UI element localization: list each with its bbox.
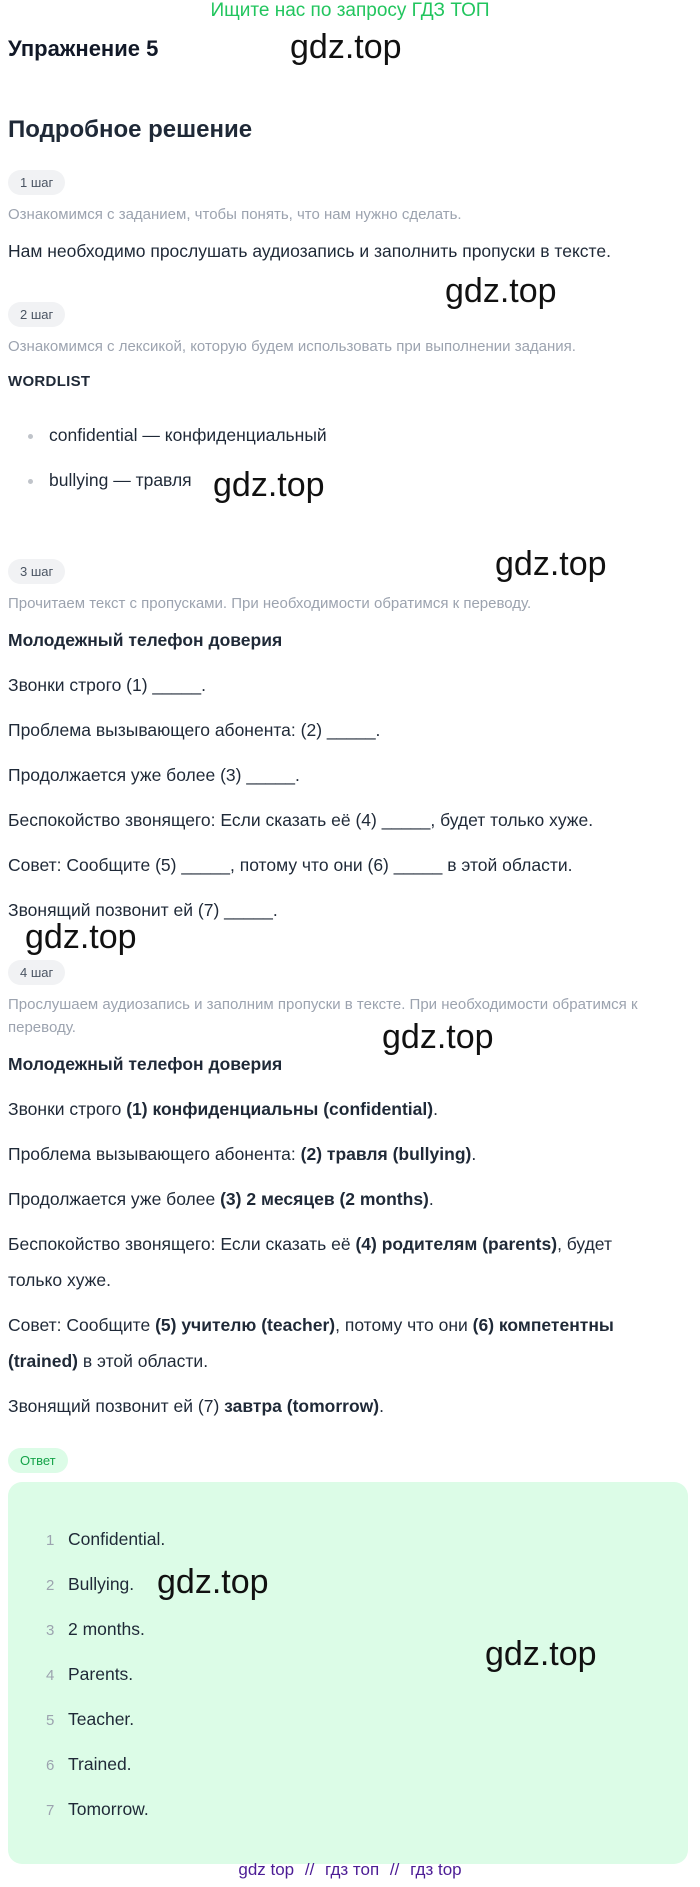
text-line: Беспокойство звонящего: Если сказать её (4) _____, будет только хуже.: [8, 810, 594, 830]
answer-item: 1 Confidential.: [46, 1529, 166, 1549]
watermark: gdz.top: [213, 466, 325, 504]
answer-item: 4 Parents.: [46, 1664, 134, 1684]
answer-item: 7 Tomorrow.: [46, 1799, 149, 1819]
search-banner[interactable]: Ищите нас по запросу ГДЗ ТОП: [210, 0, 490, 21]
solution-heading: Подробное решение: [8, 116, 253, 143]
text-line: Продолжается уже более (3) _____.: [8, 765, 300, 785]
watermark: gdz.top: [290, 28, 402, 66]
step-1-hint: Ознакомимся с заданием, чтобы понять, что нам нужно сделать.: [8, 206, 462, 223]
text-line: Совет: Сообщите (5) _____, потому что они (6) _____ в этой области.: [8, 855, 573, 875]
answer-line: Звонящий позвонит ей (7) завтра (tomorrow).: [8, 1396, 384, 1416]
answer-item: 3 2 months.: [46, 1619, 145, 1639]
step-4-hint: Прослушаем аудиозапись и заполним пропуски в тексте. При необходимости обратимся к переводу.: [8, 996, 638, 1036]
step-1-text: Нам необходимо прослушать аудиозапись и заполнить пропуски в тексте.: [8, 241, 611, 261]
footer-link[interactable]: гдз топ: [325, 1860, 380, 1879]
wordlist-title: WORDLIST: [8, 373, 91, 390]
list-item: confidential — конфиденциальный: [28, 425, 327, 446]
footer-link[interactable]: gdz top: [238, 1860, 295, 1879]
text-line: Звонки строго (1) _____.: [8, 675, 206, 695]
step-3-hint: Прочитаем текст с пропусками. При необходимости обратимся к переводу.: [8, 595, 532, 612]
text-line: Проблема вызывающего абонента: (2) _____.: [8, 720, 381, 740]
answer-badge: Ответ: [8, 1448, 68, 1473]
step-2-badge: 2 шаг: [8, 302, 65, 327]
text-title: Молодежный телефон доверия: [8, 630, 283, 650]
footer-link[interactable]: гдз top: [410, 1860, 462, 1879]
watermark: gdz.top: [25, 918, 137, 956]
step-3-badge: 3 шаг: [8, 559, 65, 584]
watermark: gdz.top: [495, 545, 607, 583]
watermark: gdz.top: [445, 272, 557, 310]
exercise-title: Упражнение 5: [8, 36, 159, 61]
footer-separator: //: [304, 1860, 315, 1879]
answer-line: Проблема вызывающего абонента: (2) травля (bullying).: [8, 1144, 477, 1164]
list-item: bullying — травля: [28, 470, 192, 491]
step-1-badge: 1 шаг: [8, 170, 65, 195]
answer-item: 6 Trained.: [46, 1754, 132, 1774]
footer-links: [0, 1860, 700, 1880]
bullet-icon: [28, 479, 33, 484]
answer-line: Звонки строго (1) конфиденциальны (confidential).: [8, 1099, 438, 1119]
text-title: Молодежный телефон доверия: [8, 1054, 283, 1074]
bullet-icon: [28, 434, 33, 439]
watermark: gdz.top: [485, 1635, 597, 1673]
watermark: gdz.top: [157, 1563, 269, 1601]
answer-line: Продолжается уже более (3) 2 месяцев (2 months).: [8, 1189, 434, 1209]
watermark: gdz.top: [382, 1018, 494, 1056]
footer-separator: //: [389, 1860, 400, 1879]
answer-line: Совет: Сообщите (5) учителю (teacher), потому что они (6) компетентны (trained) в этой области.: [8, 1315, 614, 1371]
step-4-badge: 4 шаг: [8, 960, 65, 985]
answer-line: Беспокойство звонящего: Если сказать её (4) родителям (parents), будет только хуже.: [8, 1234, 612, 1290]
step-2-hint: Ознакомимся с лексикой, которую будем использовать при выполнении задания.: [8, 338, 576, 355]
answer-item: 5 Teacher.: [46, 1709, 135, 1729]
text-line: Звонящий позвонит ей (7) _____.: [8, 900, 278, 920]
answer-item: 2 Bullying.: [46, 1574, 135, 1594]
